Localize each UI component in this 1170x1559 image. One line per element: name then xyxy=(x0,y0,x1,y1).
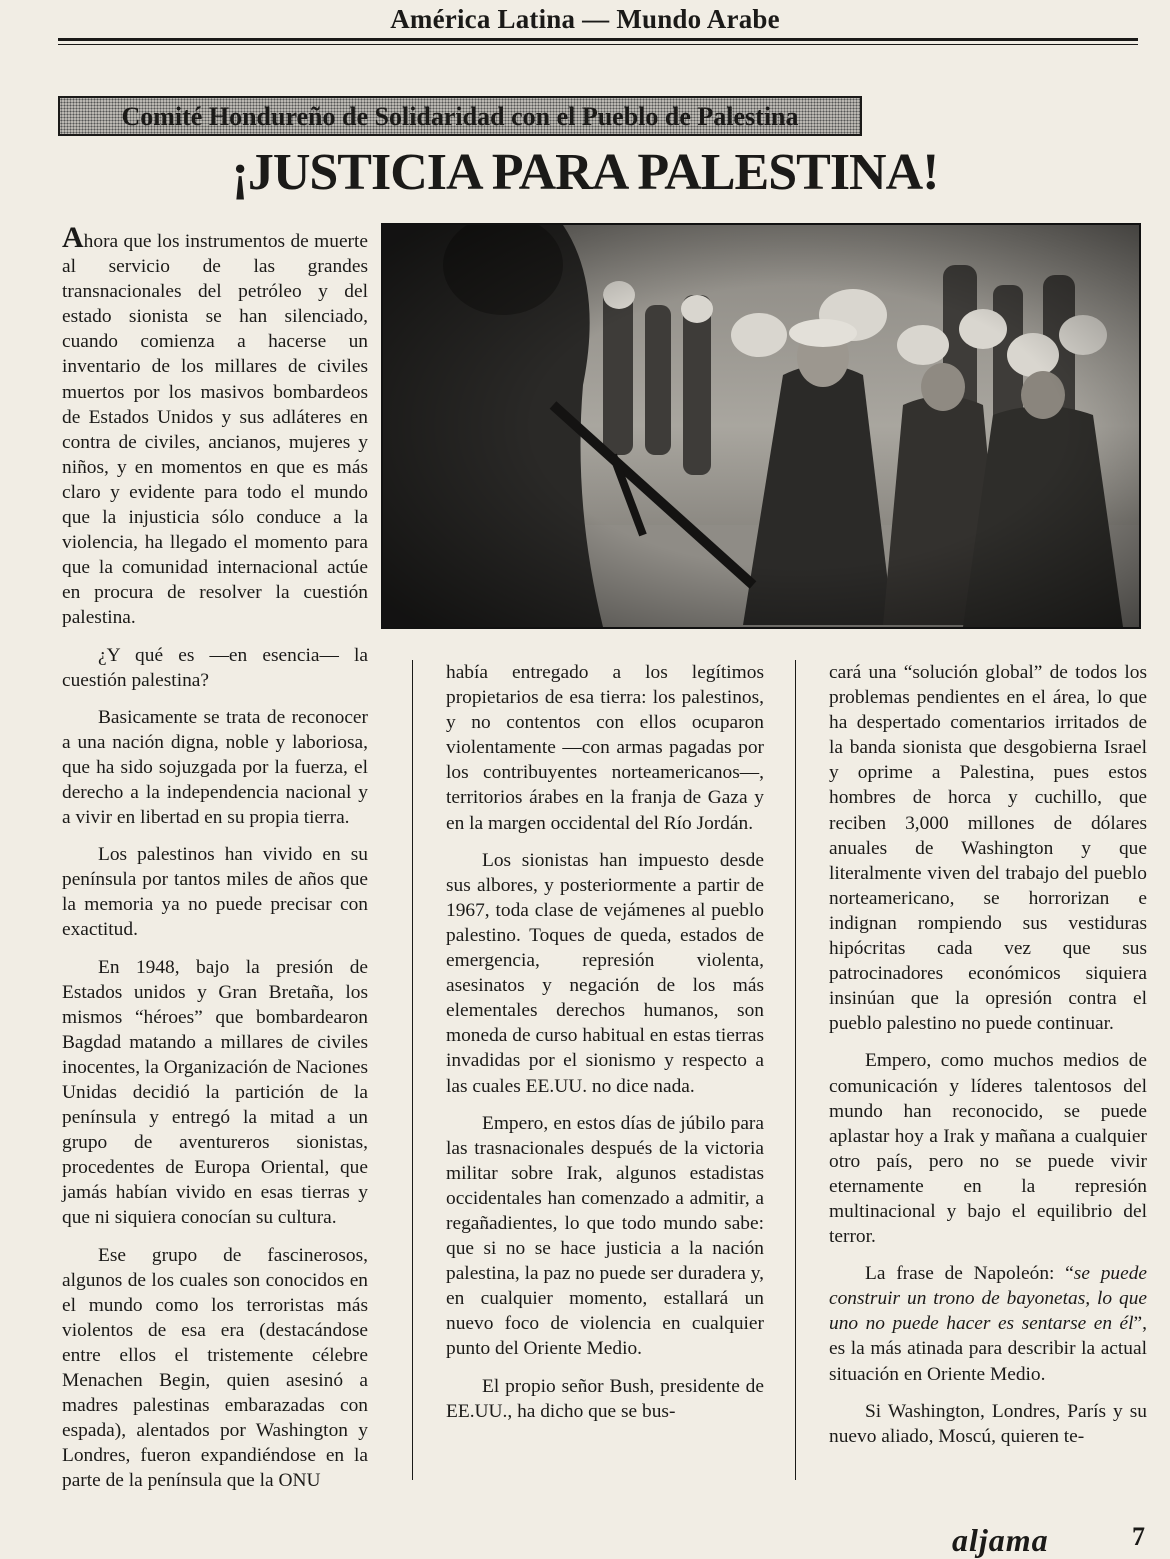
paragraph: Si Washington, Londres, París y su nuevo aliado, Moscú, quieren te- xyxy=(829,1400,1147,1447)
paragraph: ¿Y qué es —en esencia— la cuestión palestina? xyxy=(62,644,368,691)
section-header: América Latina — Mundo Arabe xyxy=(390,4,780,34)
header-rule-thin xyxy=(58,44,1138,45)
napoleon-quote: se puede construir un trono de bayonetas, lo que uno no puede hacer es sentarse en él xyxy=(829,1263,1147,1335)
paragraph-quote: La frase de Napoleón: “se puede construir un trono de bayonetas, lo que uno no puede hacer es sentarse en él”, es la más atinada para describir la actual situación en Oriente Medio. xyxy=(829,1263,1147,1385)
header-rule xyxy=(58,38,1138,41)
kicker-banner: Comité Hondureño de Solidaridad con el Pueblo de Palestina xyxy=(58,96,862,136)
paragraph: había entregado a los legítimos propietarios de esa tierra: los palestinos, y no contentos con ellos ocuparon violentamente —con armas pagadas por los contribuyentes norteamericanos—, territorios árabes en la franja de Gaza y en la margen occidental del Río Jordán. xyxy=(446,662,764,834)
paragraph: En 1948, bajo la presión de Estados unidos y Gran Bretaña, los mismos “héroes” que bombardearon Bagdad matando a millares de civiles inocentes, la Organización de Naciones Unidas decidió la partición de la península y entregó la mitad a un grupo de aventureros sionistas, procedentes de Europa Oriental, que jamás habían vivido en esas tierras y que ni siquiera conocían su cultura. xyxy=(62,956,368,1229)
article-column-3 xyxy=(829,660,1147,1461)
article-column-1 xyxy=(62,221,368,1506)
photo-crowd-scene xyxy=(383,225,1139,627)
aljama-logo: aljama xyxy=(952,1522,1049,1558)
paragraph: Ahora que los instrumentos de muerte al servicio de las grandes transnacionales del petróleo y del estado sionista se han silenciado, cuando comienza a hacerse un inventario de los millares de civiles muertos por los masivos bombardeos de Estados Unidos y sus adláteres en contra de civiles, ancianos, mujeres y niños, y en momentos en que es más claro y evidente para todo el mundo que la injusticia sólo conduce a la violencia, ha llegado el momento para que la comunidad internacional actúe en procura de resolver la cuestión palestina. xyxy=(62,221,368,629)
paragraph: Los sionistas han impuesto desde sus albores, y posteriormente a partir de 1967, toda clase de vejámenes al pueblo palestino. Toques de queda, estados de emergencia, represión violenta, asesinatos y negación de los más elementales derechos humanos, son moneda de curso habitual en estas tierras invadidas por el sionismo y respecto a las cuales EE.UU. no dice nada. xyxy=(446,849,764,1097)
column-rule xyxy=(795,660,796,1480)
paragraph: Ese grupo de fascinerosos, algunos de los cuales son conocidos en el mundo como los terroristas más violentos de esa era (destacándose entre ellos el tristemente célebre Menachen Begin, quien asesinó a madres palestinas embarazadas con espada), alentados por Washington y Londres, fueron expandiéndose en la parte de la península que la ONU xyxy=(62,1244,368,1492)
paragraph: Empero, como muchos medios de comunicación y líderes talentosos del mundo han reconocido, se puede aplastar hoy a Irak y mañana a cualquier otro país, pero no se puede vivir eternamente en la represión multinacional y bajo el equilibrio del terror. xyxy=(829,1050,1147,1248)
page-number: 7 xyxy=(1132,1522,1145,1551)
column-rule xyxy=(412,660,413,1480)
paragraph: Los palestinos han vivido en su península por tantos miles de años que la memoria ya no puede precisar con exactitud. xyxy=(62,844,368,941)
news-photo xyxy=(381,223,1141,629)
article-column-2 xyxy=(446,660,764,1436)
paragraph: Empero, en estos días de júbilo para las trasnacionales después de la victoria militar sobre Irak, algunos estadistas occidentales han comenzado a admitir, a regañadientes, lo que todo mundo sabe: que si no se hace justicia a la nación palestina, la paz no puede ser duradera y, en cualquier momento, estallará un nuevo foco de violencia en cualquier punto del Oriente Medio. xyxy=(446,1112,765,1360)
headline: ¡JUSTICIA PARA PALESTINA! xyxy=(231,144,939,201)
paragraph: Basicamente se trata de reconocer a una nación digna, noble y laboriosa, que ha sido sojuzgada por la fuerza, el derecho a la independencia nacional y a vivir en libertad en su propia tierra. xyxy=(62,706,368,829)
drop-cap: A xyxy=(62,221,84,254)
paragraph: El propio señor Bush, presidente de EE.UU., ha dicho que se bus- xyxy=(446,1375,764,1422)
paragraph: cará una “solución global” de todos los problemas pendientes en el área, lo que ha despertado comentarios irritados de la banda sionista que desgobierna Israel y oprime a Palestina, pues estos hombres de horca y cuchillo, que reciben 3,000 millones de dólares anuales de Washington y que literalmente viven del trabajo del pueblo norteamericano, se horrorizan e indignan rompiendo sus vestiduras hipócritas cada vez que sus patrocinadores económicos siquiera insinúan que la opresión contra el pueblo palestino no puede continuar. xyxy=(829,662,1147,1035)
